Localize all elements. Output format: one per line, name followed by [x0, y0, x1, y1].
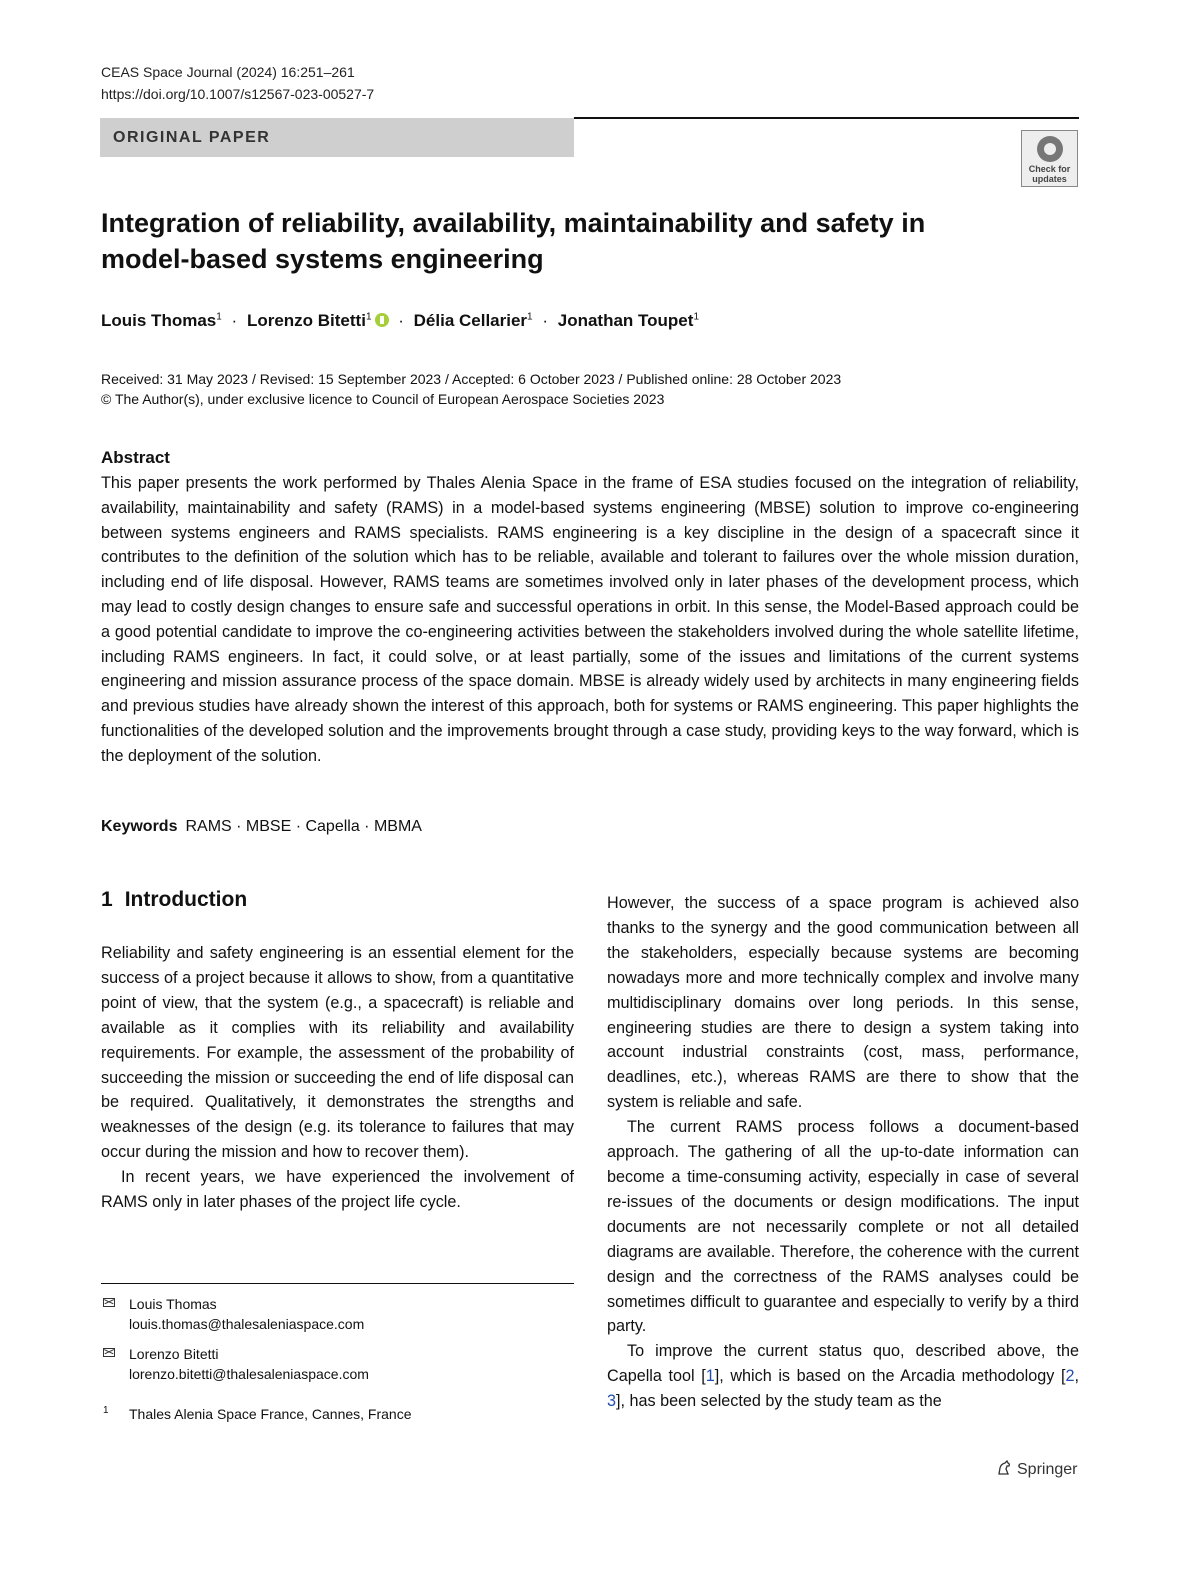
correspondent-name: Louis Thomas — [129, 1296, 217, 1312]
section-number: 1 — [101, 888, 113, 911]
body-paragraph: Reliability and safety engineering is an essential element for the success of a project because it allows to show, from a quantitative point of view, that the system (e.g., a spacecraft) is reliable and available as it complies with its reliability and availability requirements. For example, the assessment of the probability of succeeding the mission or succeeding the end of life disposal can be required. Qualitatively, it demonstrates the strengths and weaknesses of the design (e.g. its tolerance to failures that may occur during the mission and how to recover them). — [101, 944, 574, 1162]
body-paragraph: However, the success of a space program is achieved also thanks to the synergy and the good communication between all the stakeholders, especially because systems are becoming nowadays more and more technically complex and involve many multidisciplinary domains over long periods. In this sense, engineering studies are there to design a system taking into account industrial constraints (cost, mass, performance, deadlines, etc.), whereas RAMS are there to show that the system is reliable and safe. — [607, 894, 1079, 1112]
author-separator: · — [542, 311, 549, 330]
orcid-icon[interactable] — [375, 313, 389, 327]
affiliation-text: Thales Alenia Space France, Cannes, France — [129, 1406, 412, 1422]
right-column — [607, 891, 1079, 1414]
author-name[interactable]: Délia Cellarier — [413, 311, 528, 330]
author-name[interactable]: Jonathan Toupet — [557, 311, 694, 330]
section-title: Introduction — [124, 888, 248, 911]
paragraph-text: To improve the current status quo, described above, the Capella tool [ — [607, 1342, 1079, 1386]
envelope-icon — [103, 1348, 115, 1357]
author-separator: · — [231, 311, 238, 330]
left-column — [101, 941, 574, 1215]
author-affiliation-mark: 1 — [527, 311, 533, 323]
section-heading-introduction — [101, 888, 259, 912]
body-paragraph — [607, 1339, 1079, 1414]
author-name[interactable]: Louis Thomas — [101, 311, 217, 330]
publication-dates: Received: 31 May 2023 / Revised: 15 September 2023 / Accepted: 6 October 2023 / Published online: 28 October 2023 — [101, 371, 842, 387]
author-separator: · — [398, 311, 404, 330]
keywords — [101, 818, 422, 836]
body-paragraph: In recent years, we have experienced the involvement of RAMS only in later phases of the project life cycle. — [101, 1168, 574, 1212]
crossmark-label: Check for updates — [1028, 164, 1071, 184]
journal-reference: CEAS Space Journal (2024) 16:251–261 — [101, 64, 355, 80]
paper-title: Integration of reliability, availability, maintainability and safety in model-based systems engineering — [101, 208, 926, 274]
correspondent-name: Lorenzo Bitetti — [129, 1346, 219, 1362]
paragraph-text: ], which is based on the Arcadia methodology [ — [714, 1367, 1066, 1386]
publisher-logo — [996, 1460, 1077, 1479]
affiliation-number: 1 — [103, 1405, 109, 1416]
doi-link[interactable]: https://doi.org/10.1007/s12567-023-00527-7 — [101, 86, 375, 102]
abstract-heading: Abstract — [101, 448, 170, 467]
author-affiliation-mark: 1 — [216, 311, 222, 323]
paragraph-text: ], has been selected by the study team as the — [616, 1392, 942, 1411]
correspondent-email[interactable]: louis.thomas@thalesaleniaspace.com — [129, 1316, 365, 1332]
springer-horse-icon — [996, 1460, 1012, 1476]
author-affiliation-mark: 1 — [693, 311, 699, 323]
copyright-notice: © The Author(s), under exclusive licence to Council of European Aerospace Societies 2023 — [101, 391, 665, 407]
check-for-updates-badge[interactable] — [1021, 130, 1078, 187]
article-type-label: ORIGINAL PAPER — [113, 129, 271, 146]
author-name[interactable]: Lorenzo Bitetti — [246, 311, 366, 330]
correspondent-email[interactable]: lorenzo.bitetti@thalesaleniaspace.com — [129, 1366, 369, 1382]
keywords-label: Keywords — [101, 818, 178, 835]
author-affiliation-mark: 1 — [365, 311, 372, 323]
citation-link[interactable]: 2 — [1065, 1367, 1075, 1386]
keywords-list: RAMS · MBSE · Capella · MBMA — [185, 818, 422, 835]
citation-link[interactable]: 3 — [607, 1392, 617, 1411]
article-type-banner — [100, 118, 574, 157]
author-list — [101, 311, 699, 331]
publisher-name: Springer — [1017, 1461, 1078, 1478]
citation-separator: , — [1074, 1367, 1079, 1386]
abstract-text: This paper presents the work performed by Thales Alenia Space in the frame of ESA studies focused on the integration of reliability, availability, maintainability and safety (RAMS) in a model-based systems engineering (MBSE) solution to improve co-engineering between systems engineers and RAMS specialists. RAMS engineering is a key discipline in the design of a spacecraft since it contributes to the definition of the solution which has to be reliable, available and tolerant to failures over the whole mission duration, including end of life disposal. However, RAMS teams are sometimes involved only in later phases of the development process, which may lead to costly design changes to ensure safe and successful operations in orbit. In this sense, the Model-Based approach could be a good potential candidate to improve the co-engineering activities between the stakeholders involved during the whole satellite lifetime, including RAMS engineers. In fact, it could solve, or at least partially, some of the issues and limitations of the current systems engineering and mission assurance process of the space domain. MBSE is already widely used by architects in many engineering fields and previous studies have already shown the interest of this approach, both for systems or RAMS engineering. This paper highlights the functionalities of the developed solution and the improvements brought through a case study, providing keys to the way forward, which is the deployment of the solution. — [101, 474, 1079, 765]
body-paragraph: The current RAMS process follows a document-based approach. The gathering of all the up-to-date information can become a time-consuming activity, especially in case of several re-issues of the documents or design modifications. The input documents are not necessarily complete or not all detailed diagrams are available. Therefore, the coherence with the current design and the correctness of the RAMS analyses could be sometimes difficult to guarantee and especially to verify by a third party. — [607, 1118, 1079, 1336]
citation-link[interactable]: 1 — [705, 1367, 715, 1386]
footnote-rule — [101, 1283, 574, 1284]
envelope-icon — [103, 1298, 115, 1307]
header-rule — [574, 117, 1079, 119]
crossmark-icon — [1037, 136, 1063, 162]
